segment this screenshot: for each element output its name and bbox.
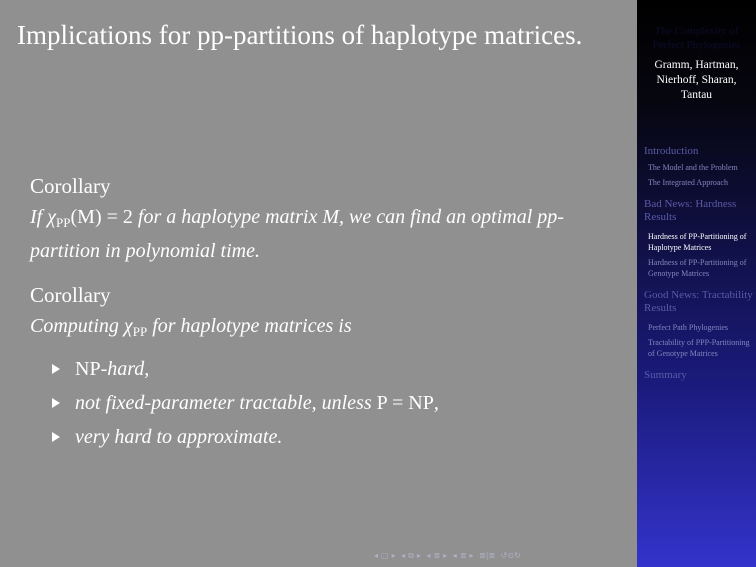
- sidebar-toc: [644, 137, 754, 382]
- bullet-triangle-icon: [52, 364, 60, 374]
- corollary-block-2: [30, 282, 620, 454]
- sidebar-subsection-perfect-path[interactable]: Perfect Path Phylogenies: [648, 323, 728, 332]
- sidebar-subsection-integrated[interactable]: The Integrated Approach: [648, 178, 728, 187]
- corollary-body-2: [30, 312, 620, 346]
- frame-icon[interactable]: ▢: [381, 551, 389, 560]
- sidebar-subsection-hardness-genotype[interactable]: Hardness of PP-Partitioning of Genotype Matrices: [648, 258, 747, 278]
- beamer-navigation-bar: [374, 550, 634, 562]
- corollary-title-1: Corollary: [30, 174, 111, 198]
- chi-subscript: PP: [132, 324, 148, 339]
- item-2-italic: not fixed-parameter tractable, unless: [75, 392, 377, 414]
- sidebar-section-introduction[interactable]: Introduction: [644, 145, 699, 157]
- list-item: [30, 352, 620, 386]
- corollary-block-1: [30, 173, 620, 266]
- chi-symbol: χ: [47, 206, 57, 228]
- corollary-1-rest: for a haplotype matrix M, we can find an optimal pp-partition in polynomial time.: [30, 206, 564, 262]
- subsection-prev-icon[interactable]: ◂: [401, 551, 406, 560]
- part-next-icon[interactable]: ▸: [469, 551, 474, 560]
- subsection-icon[interactable]: ⧉: [408, 551, 414, 560]
- part-icon[interactable]: ≣: [459, 551, 467, 560]
- search-zoom-icon[interactable]: ↺⊙↻: [500, 551, 521, 560]
- list-item: [30, 386, 620, 420]
- item-1-italic: -hard,: [100, 358, 150, 380]
- corollary-body-1: [30, 203, 620, 266]
- bullet-triangle-icon: [52, 432, 60, 442]
- sidebar: [637, 0, 756, 567]
- sidebar-subsection-hardness-haplotype[interactable]: Hardness of PP-Partitioning of Haplotype Matrices: [648, 232, 747, 252]
- frame-next-icon[interactable]: ▸: [391, 551, 396, 560]
- section-next-icon[interactable]: ▸: [443, 551, 448, 560]
- appendix-icon[interactable]: ≣|≣: [479, 551, 496, 560]
- corollary-1-if: If: [30, 206, 48, 228]
- sidebar-authors[interactable]: Gramm, Hartman, Nierhoff, Sharan, Tantau: [654, 59, 739, 101]
- bullet-triangle-icon: [52, 398, 60, 408]
- item-1-upright: NP: [75, 358, 101, 380]
- item-2-end: ,: [433, 392, 439, 414]
- sidebar-section-good-news[interactable]: Good News: Tractability Results: [644, 289, 753, 314]
- list-item: [30, 420, 620, 454]
- sidebar-talk-title[interactable]: The Complexity of Perfect Phylogenies: [652, 25, 741, 51]
- corollary-2-intro-a: Computing: [30, 315, 124, 337]
- chi-symbol: χ: [123, 315, 133, 337]
- section-prev-icon[interactable]: ◂: [426, 551, 431, 560]
- corollary-title-2: Corollary: [30, 283, 111, 307]
- subsection-next-icon[interactable]: ▸: [416, 551, 421, 560]
- section-icon[interactable]: ≣: [433, 551, 441, 560]
- part-prev-icon[interactable]: ◂: [452, 551, 457, 560]
- item-3: very hard to approximate.: [75, 426, 283, 448]
- sidebar-section-bad-news[interactable]: Bad News: Hardness Results: [644, 198, 737, 223]
- chi-subscript: PP: [56, 215, 71, 230]
- corollary-1-math: (M) = 2: [70, 206, 133, 228]
- item-2-upright: P = NP: [376, 392, 434, 414]
- frame-prev-icon[interactable]: ◂: [374, 551, 379, 560]
- sidebar-subsection-model[interactable]: The Model and the Problem: [648, 163, 738, 172]
- corollary-2-intro-b: for haplotype matrices is: [147, 315, 352, 337]
- sidebar-section-summary[interactable]: Summary: [644, 369, 687, 381]
- sidebar-subsection-tractability[interactable]: Tractability of PPP-Partitioning of Genotype Matrices: [648, 338, 750, 358]
- corollary-list: [30, 352, 620, 454]
- frame-title: Implications for pp-partitions of haplotype matrices.: [17, 20, 583, 50]
